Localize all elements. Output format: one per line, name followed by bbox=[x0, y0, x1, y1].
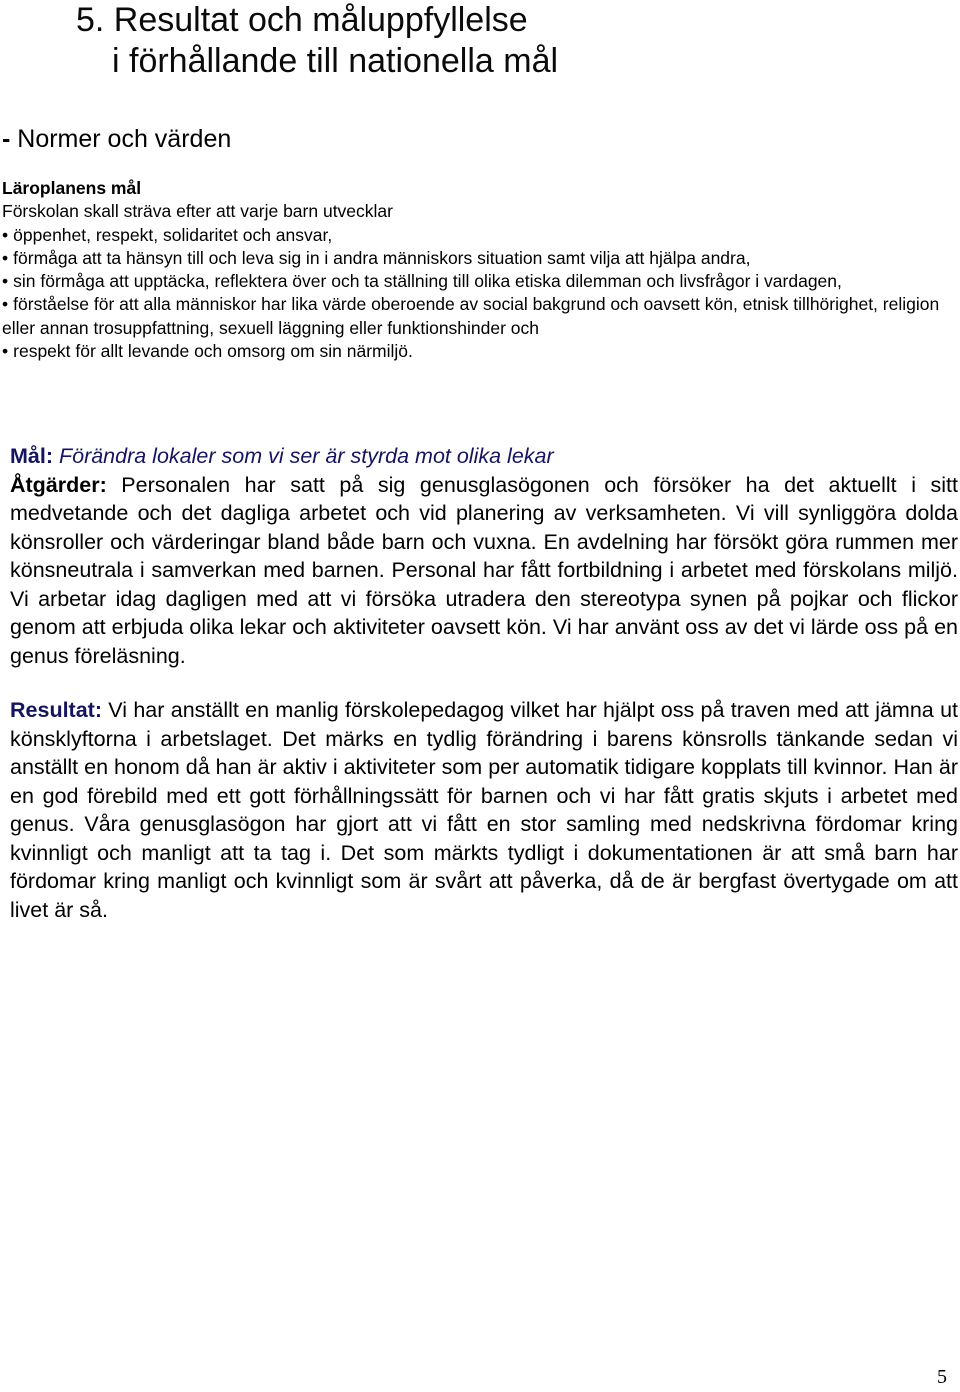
goal-and-actions-block bbox=[10, 442, 958, 670]
curriculum-goal-item: • sin förmåga att upptäcka, reflektera över och ta ställning till olika etiska dilemman och livsfrågor i vardagen, bbox=[2, 270, 952, 293]
curriculum-goal-item: • förmåga att ta hänsyn till och leva sig in i andra människors situation samt vilja att hjälpa andra, bbox=[2, 247, 952, 270]
result-label: Resultat: bbox=[10, 698, 102, 722]
subheading-text: Normer och värden bbox=[10, 125, 232, 153]
result-text: Vi har anställt en manlig förskolepedagog vilket har hjälpt oss på traven med att jämna ut könsklyftorna i arbetslaget. Det märks en tydlig förändring i barens könsrolls tänkande sedan vi anställt en honom då han är aktiv i aktiviteter som per automatik tidigare kopplats till kvinnor. Han är en god förebild med ett gott förhållningssätt för barnen och vi har fått gratis skjuts i arbetet med genus. Våra genusglasögon har gjort att vi fått en stor samling med nedskrivna fördomar kring kvinnligt och manligt att ta tag i. Det som märkts tydligt i dokumentationen är att små barn har fördomar kring manligt och kvinnligt som är svårt att påverka, då de är bergfast övertygade om att livet är så. bbox=[10, 698, 958, 922]
curriculum-goals-title: Läroplanens mål bbox=[2, 178, 142, 198]
page-number: 5 bbox=[937, 1366, 947, 1388]
curriculum-goal-item: • öppenhet, respekt, solidaritet och ansvar, bbox=[2, 224, 952, 247]
goal-paragraph bbox=[10, 442, 958, 471]
section-heading-line-2: i förhållande till nationella mål bbox=[112, 42, 559, 80]
goal-text: Förändra lokaler som vi ser är styrda mot olika lekar bbox=[53, 444, 554, 468]
actions-text: Personalen har satt på sig genusglasögonen och försöker ha det aktuellt i sitt medvetande och det dagliga arbetet och vid planering av verksamheten. Vi vill synliggöra dolda könsroller och värderingar bland både barn och vuxna. En avdelning har försökt göra rummen mer könsneutrala i samverkan med barnen. Personal har fått fortbildning i arbetet med förskolans miljö. Vi arbetar idag dagligen med att vi försöka utradera den stereotypa synen på pojkar och flickor genom att erbjuda olika lekar och aktiviteter oavsett kön. Vi har använt oss av det vi lärde oss på en genus föreläsning. bbox=[10, 472, 958, 668]
curriculum-goal-item: • respekt för allt levande och omsorg om sin närmiljö. bbox=[2, 340, 952, 363]
result-paragraph bbox=[10, 696, 958, 924]
subheading-dash: - bbox=[2, 125, 11, 153]
actions-paragraph bbox=[10, 471, 958, 671]
goal-label: Mål: bbox=[10, 444, 53, 468]
curriculum-goals-list bbox=[2, 224, 952, 364]
actions-label: Åtgärder: bbox=[10, 472, 107, 497]
section-heading-line-1: 5. Resultat och måluppfyllelse bbox=[76, 1, 528, 39]
curriculum-goals-intro: Förskolan skall sträva efter att varje barn utvecklar bbox=[2, 201, 393, 222]
curriculum-goals bbox=[2, 177, 952, 363]
curriculum-goal-item: • förståelse för att alla människor har lika värde oberoende av social bakgrund och oavsett kön, etnisk tillhörighet, religion eller annan trosuppfattning, sexuell läggning eller funktionshinder och bbox=[2, 293, 952, 340]
subheading bbox=[2, 124, 231, 154]
